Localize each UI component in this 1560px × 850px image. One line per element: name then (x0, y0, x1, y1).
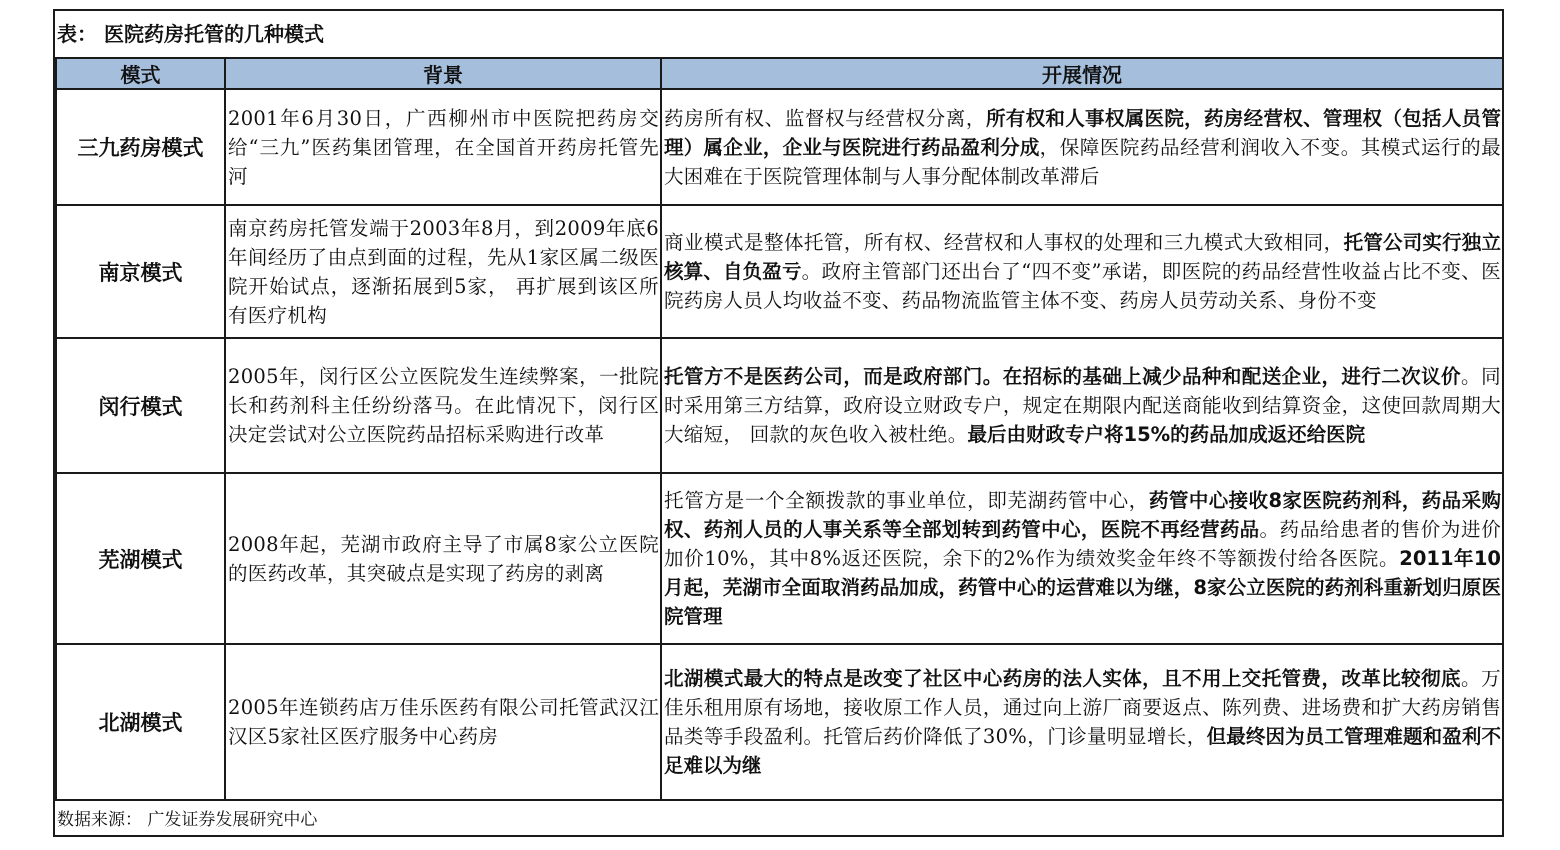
table-frame (53, 9, 1504, 837)
header-mode: 模式 (56, 58, 225, 89)
header-status: 开展情况 (661, 58, 1503, 89)
status-text: ，保障医院药品经营利润收入不变。其模式运行的最大困难在于医院管理体制与人事分配体制改革滞后 (664, 135, 1501, 188)
header-background: 背景 (225, 58, 661, 89)
status-cell (661, 644, 1503, 800)
mode-cell: 芜湖模式 (56, 473, 225, 644)
status-text: 托管方是一个全额拨款的事业单位，即芜湖药管中心， (664, 489, 1149, 512)
status-text: 。政府主管部门还出台了“四不变”承诺，即医院的药品经营性收益占比不变、医院药房人员人均收益不变、药品物流监管主体不变、药房人员劳动关系、身份不变 (664, 260, 1501, 312)
status-cell (661, 205, 1503, 338)
status-cell (661, 473, 1503, 644)
status-text-bold: 托管方不是医药公司，而是政府部门。在招标的基础上减少品种和配送企业，进行二次议价 (664, 365, 1461, 388)
pharmacy-trusteeship-table (55, 57, 1504, 801)
status-text-bold: 药管中心接收8家医院药剂科，药品采购权、药剂人员的人事关系等全部划转到药管中心，医院不再经营药品 (664, 489, 1502, 541)
background-cell: 2008年起，芜湖市政府主导了市属8家公立医院的医药改革，其突破点是实现了药房的剥离 (225, 473, 661, 644)
background-cell: 2005年，闵行区公立医院发生连续弊案，一批院长和药剂科主任纷纷落马。在此情况下，闵行区决定尝试对公立医院药品招标采购进行改革 (225, 338, 661, 473)
header-row (56, 58, 1503, 89)
status-text: 商业模式是整体托管，所有权、经营权和人事权的处理和三九模式大致相同， (664, 231, 1344, 254)
mode-cell: 闵行模式 (56, 338, 225, 473)
status-text: 。同时采用第三方结算，政府设立财政专户，规定在期限内配送商能收到结算资金，这使回款周期大大缩短， 回款的灰色收入被杜绝。 (664, 365, 1501, 446)
source-note: 数据来源： 广发证券发展研究中心 (57, 810, 318, 830)
status-text: 药房所有权、监督权与经营权分离， (664, 106, 986, 130)
background-cell: 2001年6月30日，广西柳州市中医院把药房交给“三九”医药集团管理，在全国首开药房托管先河 (225, 89, 661, 205)
status-cell (661, 89, 1503, 205)
table-row (56, 205, 1503, 338)
table-row (56, 644, 1503, 800)
table-row (56, 473, 1503, 644)
table-title: 表： 医院药房托管的几种模式 (57, 22, 324, 46)
background-cell: 南京药房托管发端于2003年8月，到2009年底6年间经历了由点到面的过程，先从1家区属二级医院开始试点，逐渐拓展到5家， 再扩展到该区所有医疗机构 (225, 205, 661, 338)
status-text-bold: 北湖模式最大的特点是改变了社区中心药房的法人实体，且不用上交托管费，改革比较彻底 (664, 667, 1461, 690)
table-row (56, 338, 1503, 473)
mode-cell: 北湖模式 (56, 644, 225, 800)
table-row (56, 89, 1503, 205)
status-text: 。药品给患者的售价为进价加价10%，其中8%返还医院，余下的2%作为绩效奖金年终不等额拨付给各医院。 (664, 518, 1501, 570)
status-text-bold: 所有权和人事权属医院，药房经营权、管理权（包括人员管理）属企业，企业与医院进行药品盈利分成 (664, 106, 1501, 159)
mode-cell: 三九药房模式 (56, 89, 225, 205)
status-text: 。万佳乐租用原有场地，接收原工作人员，通过向上游厂商要返点、陈列费、进场费和扩大药房销售品类等手段盈利。托管后药价降低了30%，门诊量明显增长， (664, 667, 1501, 748)
status-text-bold: 2011年10月起，芜湖市全面取消药品加成，药管中心的运营难以为继，8家公立医院的药剂科重新划归原医院管理 (664, 547, 1501, 628)
background-cell: 2005年连锁药店万佳乐医药有限公司托管武汉江汉区5家社区医疗服务中心药房 (225, 644, 661, 800)
status-cell (661, 338, 1503, 473)
status-text-bold: 托管公司实行独立核算、自负盈亏 (664, 231, 1501, 283)
status-text-bold: 最后由财政专户将15%的药品加成返还给医院 (967, 423, 1366, 446)
status-text-bold: 但最终因为员工管理难题和盈利不足难以为继 (664, 725, 1501, 777)
mode-cell: 南京模式 (56, 205, 225, 338)
